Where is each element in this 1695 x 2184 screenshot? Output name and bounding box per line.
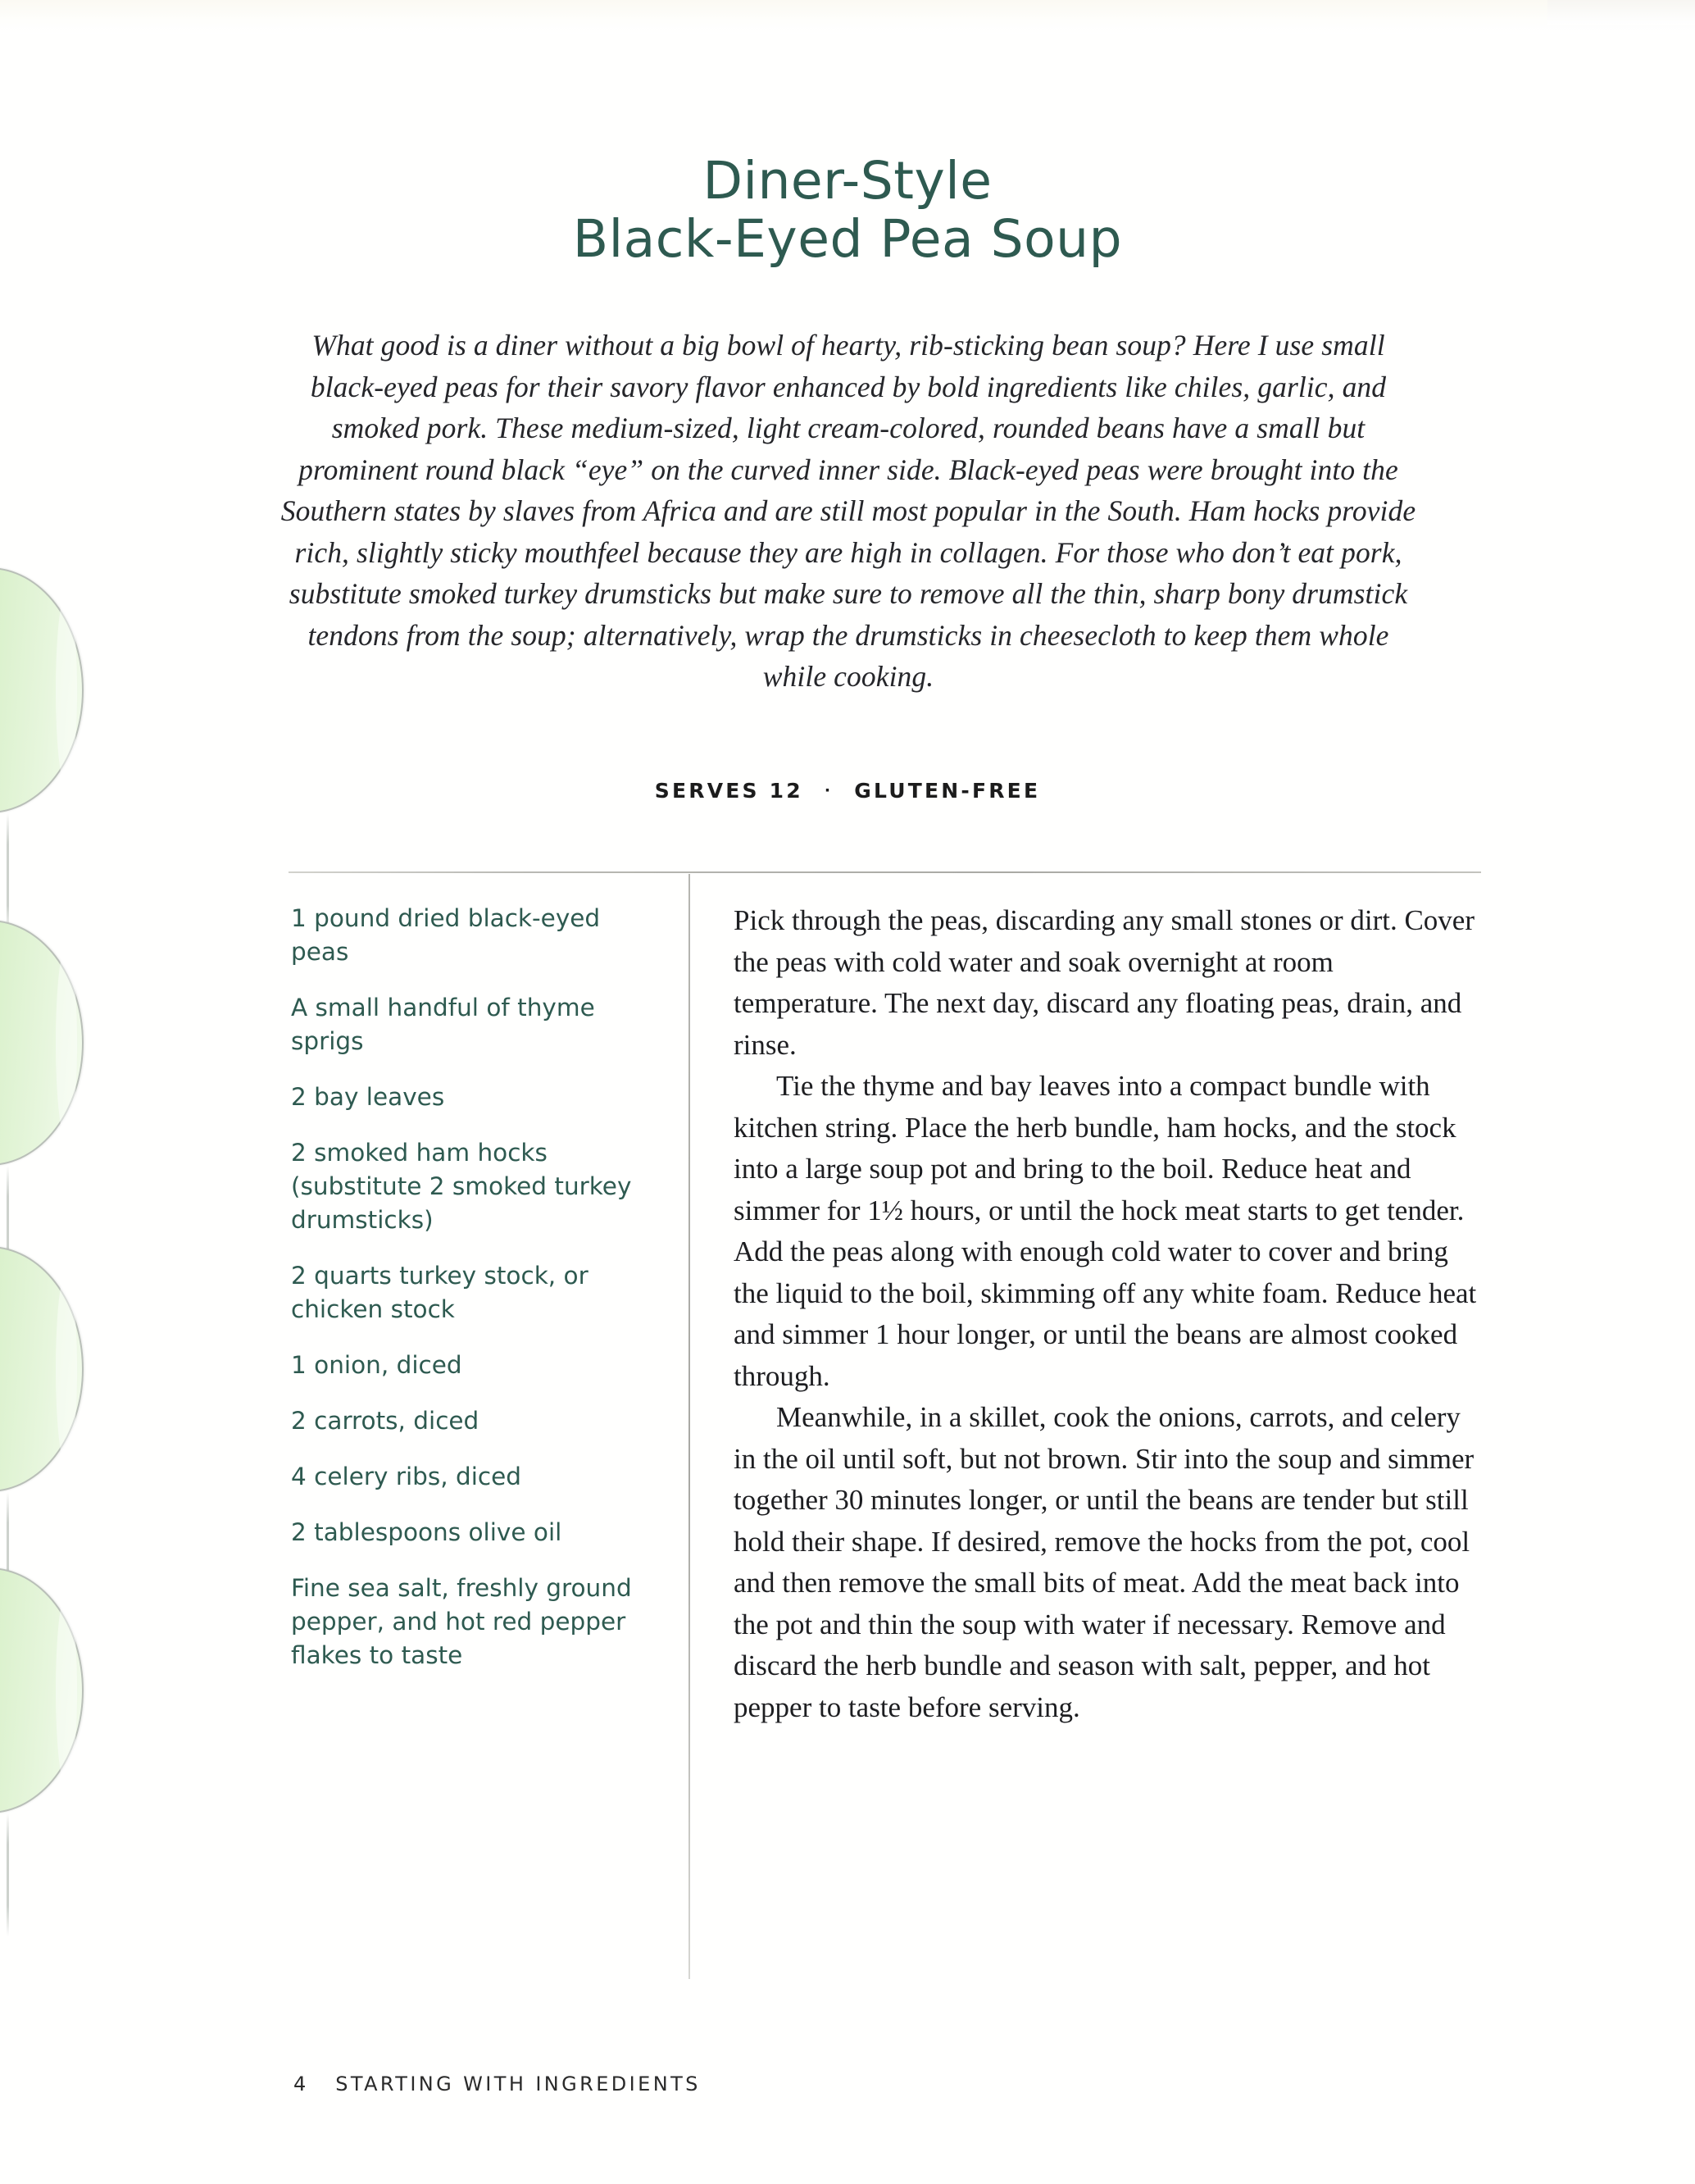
method-instructions [734, 900, 1484, 1728]
ingredient-item: 2 tablespoons olive oil [291, 1518, 562, 1546]
serves-line [0, 779, 1695, 803]
scan-gradient-top-right [1547, 0, 1695, 25]
index-tab-rail [7, 813, 9, 936]
vertical-column-divider [688, 874, 690, 1979]
ingredients-list [291, 902, 635, 1672]
index-tab[interactable] [0, 567, 84, 813]
page-footer [293, 2073, 701, 2095]
ingredient-item: Fine sea salt, freshly ground pepper, and hot red pepper flakes to taste [291, 1574, 632, 1669]
footer-section-title: STARTING WITH INGREDIENTS [335, 2073, 701, 2095]
index-tab-rail [7, 1813, 9, 1936]
ingredient-item: 2 smoked ham hocks (substitute 2 smoked turkey drumsticks) [291, 1139, 632, 1234]
recipe-title-line-1: Diner-Style [702, 151, 993, 211]
method-paragraph: Pick through the peas, discarding any small stones or dirt. Cover the peas with cold water and soak overnight at room temperature. The next day, discard any floating peas, drain, and rinse. [734, 904, 1475, 1061]
page-title [0, 152, 1695, 268]
ingredient-item: A small handful of thyme sprigs [291, 994, 595, 1055]
index-tab[interactable] [0, 920, 84, 1166]
index-tab[interactable] [0, 1567, 84, 1813]
ingredient-item: 1 pound dried black-eyed peas [291, 904, 601, 966]
method-paragraph: Tie the thyme and bay leaves into a compact bundle with kitchen string. Place the herb bundle, ham hocks, and the stock into a large soup pot and bring to the boil. Reduce heat and simmer for 1½ hours, or until the hock meat starts to get tender. Add the peas along with enough cold water to cover and bring the liquid to the boil, skimming off any white foam. Reduce heat and simmer 1 hour longer, or until the beans are almost cooked through. [734, 1070, 1477, 1392]
ingredient-item: 4 celery ribs, diced [291, 1463, 522, 1490]
ingredient-item: 2 carrots, diced [291, 1407, 479, 1435]
ingredient-item: 2 bay leaves [291, 1083, 445, 1111]
ingredient-item: 1 onion, diced [291, 1351, 462, 1379]
method-paragraph: Meanwhile, in a skillet, cook the onions, carrots, and celery in the oil until soft, but not brown. Stir into the soup and simmer together 30 minutes longer, or until the beans are tender but still hold their shape. If desired, remove the hocks from the pot, cool and then remove the small bits of meat. Add the meat back into the pot and thin the soup with water if necessary. Remove and discard the herb bundle and season with salt, pepper, and hot pepper to taste before serving. [734, 1401, 1475, 1723]
horizontal-divider [289, 871, 1481, 873]
ingredient-item: 2 quarts turkey stock, or chicken stock [291, 1262, 588, 1323]
recipe-title-line-2: Black-Eyed Pea Soup [572, 208, 1123, 269]
scan-gradient-top [0, 0, 1695, 34]
index-tab[interactable] [0, 1246, 84, 1492]
index-tab-strip [0, 0, 107, 2184]
serves-count: SERVES 12 [654, 779, 803, 803]
separator-dot-icon: · [824, 781, 834, 799]
dietary-tag: GLUTEN-FREE [854, 779, 1041, 803]
recipe-headnote: What good is a diner without a big bowl of hearty, rib-sticking bean soup? Here I use small black-eyed peas for their savory flavor enhanced by bold ingredients like chiles, garlic, and smoked pork. These medium-sized, light cream-colored, rounded beans have a small but prominent round black “eye” on the curved inner side. Black-eyed peas were brought into the Southern states by slaves from Africa and are still most popular in the South. Ham hocks provide rich, slightly sticky mouthfeel because they are high in collagen. For those who don’t eat pork, substitute smoked turkey drumsticks but make sure to remove all the thin, sharp bony drumstick tendons from the soup; alternatively, wrap the drumsticks in cheesecloth to keep them whole while cooking. [280, 329, 1416, 693]
footer-page-number: 4 [293, 2073, 307, 2095]
